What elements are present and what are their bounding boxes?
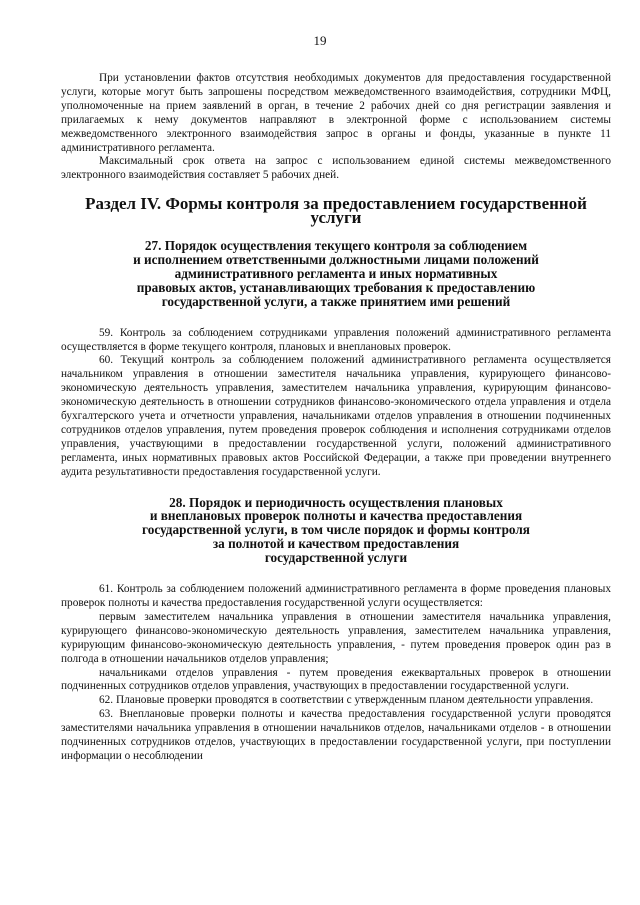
heading-line: административного регламента и иных нормативных <box>174 265 498 281</box>
paragraph-63: 63. Внеплановые проверки полноты и качества предоставления государственной услуги проводятся заместителями начальника управления в отношении начальников отделов, начальниками отделов - в отношении подчиненных сотрудников отделов, участвующих в предоставлении государственной услуги, при поступлении информации о несоблюдении <box>61 708 611 762</box>
intro-paragraph: При установлении фактов отсутствия необходимых документов для предоставления государственной услуги, которые могут быть запрошены посредством межведомственного взаимодействия, сотрудники МФЦ, уполномоченные на прием заявлений в орган, в течение 2 рабочих дней со дня регистрации заявления и прилагаемых к нему документов направляют в электронной форме с использованием системы межведомственного электронного взаимодействия запрос в органы и фонды, указанные в пункте 11 административного регламента. <box>61 72 611 154</box>
heading-line: и внеплановых проверок полноты и качества предоставления <box>149 508 523 524</box>
subsection-27-title <box>61 239 611 309</box>
heading-line: государственной услуги <box>264 550 408 566</box>
intro-paragraph: Максимальный срок ответа на запрос с использованием единой системы межведомственного электронного взаимодействия составляет 5 рабочих дней. <box>61 155 611 182</box>
subsection-28-title <box>61 496 611 566</box>
page-number: 19 <box>313 33 327 48</box>
heading-line: 27. Порядок осуществления текущего контроля за соблюдением <box>144 238 528 254</box>
heading-line: государственной услуги, а также принятием ими решений <box>161 293 511 309</box>
heading-line: 28. Порядок и периодичность осуществления плановых <box>169 494 503 510</box>
paragraph-60: 60. Текущий контроль за соблюдением положений административного регламента осуществляется начальником управления в отношении заместителя начальника управления, курирующего финансово-экономическую деятельность управления, заместителем начальника управления, курирующим финансово-экономическую деятельность в отношении сотрудников финансово-экономического отдела управления и отдела бухгалтерского учета и отчетности управления, начальниками отделов управления в отношении подчиненных сотрудников отделов управления, путем проведения проверок соблюдения и исполнения сотрудниками отделов управления, участвующими в предоставлении государственной услуги, положений административного регламента, иных нормативных правовых актов Российской Федерации, а также при проведении внутреннего аудита результативности предоставления государственной услуги. <box>61 354 611 478</box>
paragraph-61: 61. Контроль за соблюдением положений административного регламента в форме проведения плановых проверок полноты и качества предоставления государственной услуги осуществляется: <box>61 583 611 609</box>
heading-line: правовых актов, устанавливающих требования к предоставлению <box>136 279 536 295</box>
paragraph-61-item: начальниками отделов управления - путем проведения ежеквартальных проверок в отношении подчиненных сотрудников отделов управления, участвующих в предоставлении государственной услуги. <box>61 666 611 693</box>
heading-line: и исполнением ответственными должностными лицами положений <box>133 251 539 267</box>
heading-line: государственной услуги, в том числе порядок и формы контроля <box>142 522 530 538</box>
page-content <box>61 72 611 764</box>
paragraph-59: 59. Контроль за соблюдением сотрудниками управления положений административного регламента осуществляется в форме текущего контроля, плановых и внеплановых проверок. <box>61 326 611 353</box>
paragraph-62: 62. Плановые проверки проводятся в соответствии с утвержденным планом деятельности управления. <box>99 694 594 707</box>
section-title: Раздел IV. Формы контроля за предоставлением государственной услуги <box>85 194 587 228</box>
heading-line: за полнотой и качеством предоставления <box>212 536 460 552</box>
paragraph-61-item: первым заместителем начальника управления в отношении заместителя начальника управления, курирующего финансово-экономическую деятельность управления, заместителем начальника управления, курирующим финансово-экономическую деятельность управления, - путем проведения проверок один раз в полгода в отношении начальников отделов управления; <box>61 610 611 665</box>
